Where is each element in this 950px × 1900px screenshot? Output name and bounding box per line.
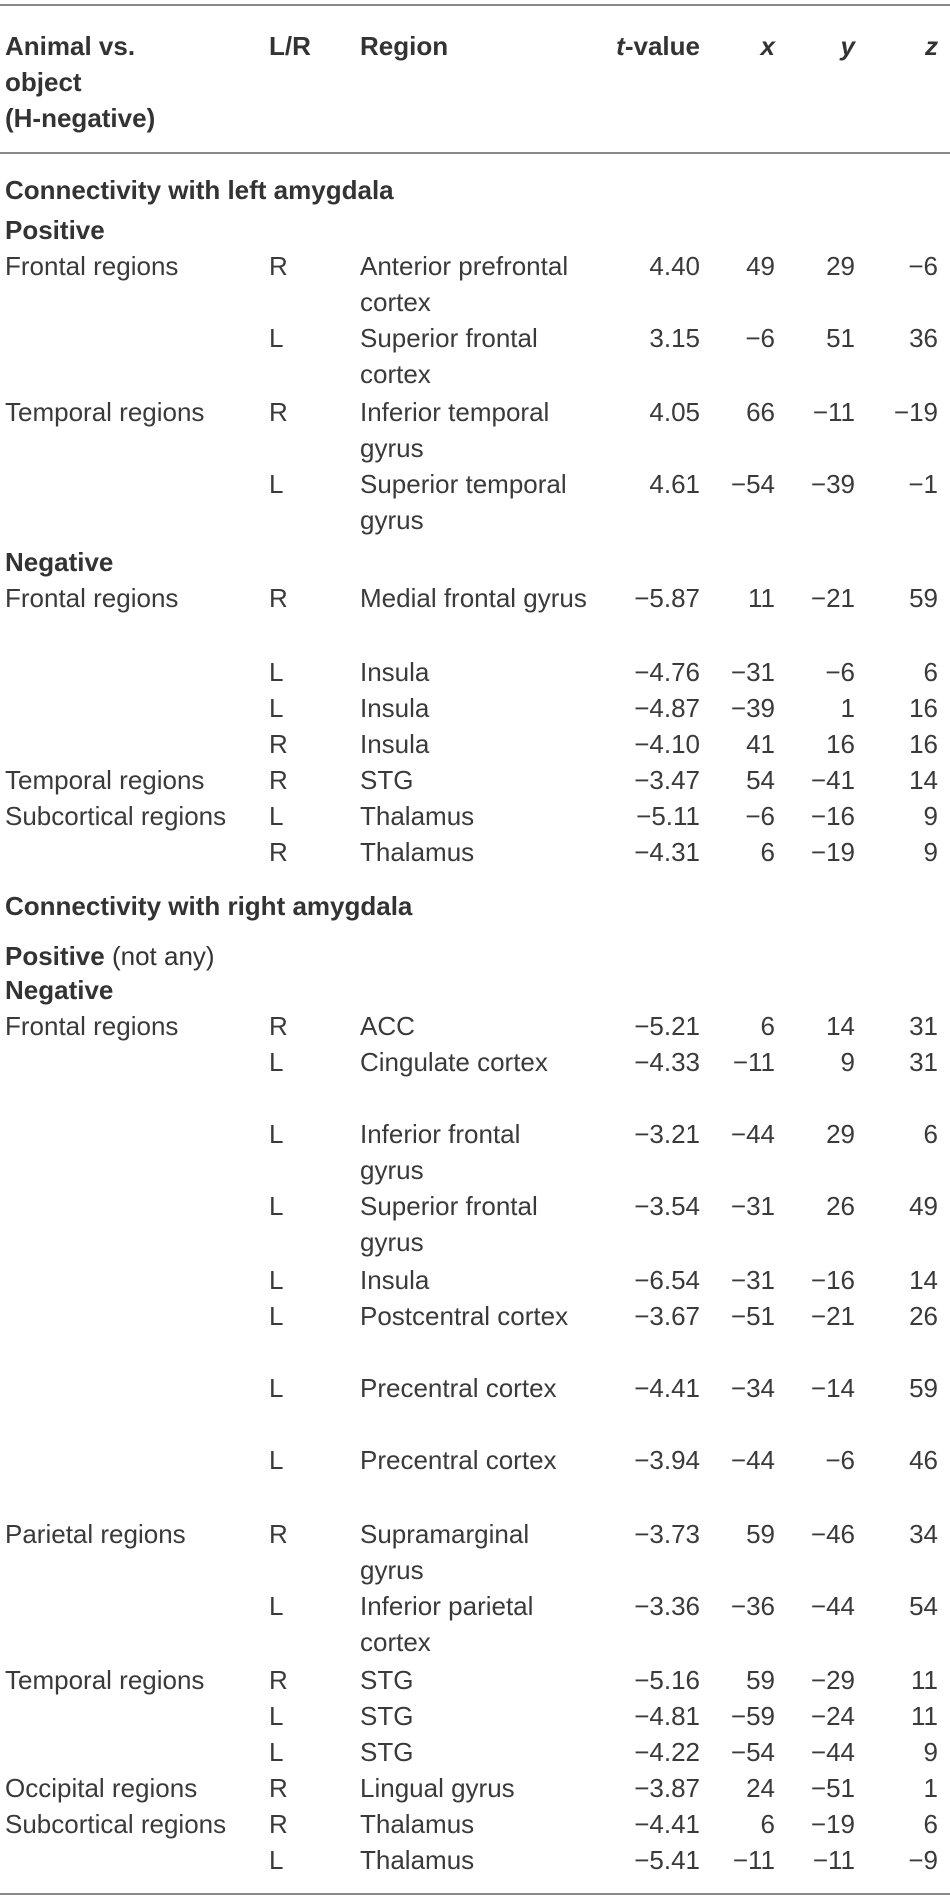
row-hemisphere: R xyxy=(269,729,288,759)
row-region: Precentral cortex xyxy=(360,1373,557,1403)
row-x: −39 xyxy=(730,693,775,723)
row-t-value: 4.61 xyxy=(649,469,700,499)
row-x: −31 xyxy=(730,1191,775,1221)
row-z: −19 xyxy=(893,397,938,427)
row-z: 31 xyxy=(909,1011,938,1041)
row-category: Temporal regions xyxy=(5,1665,205,1695)
row-hemisphere: L xyxy=(269,657,284,687)
row-y: 1 xyxy=(840,693,855,723)
row-region: STG xyxy=(360,1737,414,1767)
row-region: Inferior frontal gyrus xyxy=(360,1119,521,1185)
row-t-value: −4.22 xyxy=(634,1737,700,1767)
row-hemisphere: L xyxy=(269,1845,284,1875)
row-hemisphere: L xyxy=(269,1119,284,1149)
subsection-left-negative: Negative xyxy=(5,547,114,577)
row-y: −16 xyxy=(810,1265,855,1295)
row-t-value: −4.41 xyxy=(634,1809,700,1839)
row-t-value: −3.47 xyxy=(634,765,700,795)
row-y: −6 xyxy=(825,657,855,687)
row-y: −39 xyxy=(810,469,855,499)
row-t-value: −6.54 xyxy=(634,1265,700,1295)
row-region: Postcentral cortex xyxy=(360,1301,569,1331)
row-hemisphere: R xyxy=(269,583,288,613)
row-hemisphere: R xyxy=(269,837,288,867)
row-y: −16 xyxy=(810,801,855,831)
row-x: −11 xyxy=(732,1845,775,1875)
row-t-value: 4.40 xyxy=(649,251,700,281)
header-comparison-line1: Animal vs. xyxy=(5,31,136,61)
row-hemisphere: R xyxy=(269,1773,288,1803)
row-hemisphere: L xyxy=(269,1445,284,1475)
row-z: 16 xyxy=(909,693,938,723)
row-hemisphere: L xyxy=(269,1047,284,1077)
row-category: Subcortical regions xyxy=(5,801,227,831)
row-region: STG xyxy=(360,765,414,795)
header-z-label: z xyxy=(925,31,938,61)
row-t-value: −3.87 xyxy=(634,1773,700,1803)
row-x: 41 xyxy=(746,729,775,759)
row-y: −46 xyxy=(810,1519,855,1549)
subsection-right-positive-label: Positive xyxy=(5,941,105,971)
row-z: 9 xyxy=(923,1737,938,1767)
row-x: −59 xyxy=(730,1701,775,1731)
row-x: 11 xyxy=(748,583,775,613)
row-y: 29 xyxy=(826,251,855,281)
row-z: 9 xyxy=(923,801,938,831)
row-region: Anterior prefrontal cortex xyxy=(360,251,569,317)
row-z: −1 xyxy=(908,469,938,499)
row-z: 54 xyxy=(909,1591,938,1621)
row-y: 26 xyxy=(826,1191,855,1221)
row-region: Thalamus xyxy=(360,1809,475,1839)
row-y: 16 xyxy=(826,729,855,759)
row-t-value: −5.16 xyxy=(634,1665,700,1695)
table-bottom-rule xyxy=(0,1893,950,1895)
row-t-value: −3.36 xyxy=(634,1591,700,1621)
section-right-amygdala: Connectivity with right amygdala xyxy=(5,891,413,921)
row-x: −31 xyxy=(730,1265,775,1295)
row-category: Parietal regions xyxy=(5,1519,186,1549)
row-category: Temporal regions xyxy=(5,765,205,795)
row-y: −24 xyxy=(810,1701,855,1731)
header-y xyxy=(841,28,855,64)
row-y: −21 xyxy=(810,583,855,613)
row-t-value: −4.41 xyxy=(634,1373,700,1403)
header-bottom-rule xyxy=(0,152,950,154)
row-t-value: 3.15 xyxy=(649,323,700,353)
header-t-italic: t xyxy=(616,31,625,61)
row-z: 6 xyxy=(923,1119,938,1149)
row-x: 59 xyxy=(746,1519,775,1549)
subsection-left-positive: Positive xyxy=(5,215,105,245)
row-z: 16 xyxy=(909,729,938,759)
row-z: 26 xyxy=(909,1301,938,1331)
header-x-label: x xyxy=(760,31,775,61)
row-y: −41 xyxy=(810,765,855,795)
header-comparison xyxy=(5,28,155,136)
row-y: −11 xyxy=(812,1845,855,1875)
row-t-value: −3.94 xyxy=(634,1445,700,1475)
row-y: 9 xyxy=(840,1047,855,1077)
row-region: STG xyxy=(360,1701,414,1731)
row-t-value: −5.11 xyxy=(636,801,700,831)
header-t-rest: -value xyxy=(624,31,700,61)
row-category: Frontal regions xyxy=(5,583,179,613)
row-hemisphere: R xyxy=(269,1011,288,1041)
row-hemisphere: L xyxy=(269,1373,284,1403)
row-hemisphere: L xyxy=(269,1591,284,1621)
row-z: 59 xyxy=(909,1373,938,1403)
row-hemisphere: R xyxy=(269,1665,288,1695)
row-x: −44 xyxy=(730,1119,775,1149)
row-t-value: −4.33 xyxy=(634,1047,700,1077)
row-x: 6 xyxy=(760,1011,775,1041)
row-y: −19 xyxy=(810,1809,855,1839)
row-hemisphere: L xyxy=(269,1737,284,1767)
row-x: −6 xyxy=(745,323,775,353)
row-t-value: −3.21 xyxy=(634,1119,700,1149)
row-z: −6 xyxy=(908,251,938,281)
row-region: Thalamus xyxy=(360,837,475,867)
header-x xyxy=(761,28,775,64)
row-y: −21 xyxy=(810,1301,855,1331)
row-y: −11 xyxy=(812,397,855,427)
row-y: −44 xyxy=(810,1591,855,1621)
row-region: Precentral cortex xyxy=(360,1445,557,1475)
row-region: Inferior temporal gyrus xyxy=(360,397,550,463)
row-y: −14 xyxy=(810,1373,855,1403)
row-x: −54 xyxy=(730,469,775,499)
header-comparison-line3: (H-negative) xyxy=(5,103,156,133)
table-top-rule xyxy=(0,4,950,6)
row-z: 36 xyxy=(909,323,938,353)
row-t-value: −4.31 xyxy=(634,837,700,867)
row-region: Supramarginal gyrus xyxy=(360,1519,530,1585)
row-y: −6 xyxy=(825,1445,855,1475)
row-z: 31 xyxy=(909,1047,938,1077)
section-left-amygdala: Connectivity with left amygdala xyxy=(5,175,394,205)
row-region: Insula xyxy=(360,693,430,723)
row-region: STG xyxy=(360,1665,414,1695)
header-region: Region xyxy=(360,31,449,61)
subsection-right-negative: Negative xyxy=(5,975,114,1005)
row-x: −6 xyxy=(745,801,775,831)
row-y: 14 xyxy=(826,1011,855,1041)
row-x: 49 xyxy=(746,251,775,281)
row-x: 66 xyxy=(746,397,775,427)
row-hemisphere: R xyxy=(269,765,288,795)
row-y: −44 xyxy=(810,1737,855,1767)
row-t-value: −5.41 xyxy=(634,1845,700,1875)
row-z: 11 xyxy=(911,1665,938,1695)
row-hemisphere: R xyxy=(269,1519,288,1549)
row-region: Inferior parietal cortex xyxy=(360,1591,534,1657)
row-category: Temporal regions xyxy=(5,397,205,427)
header-comparison-line2: object xyxy=(5,67,82,97)
row-y: −19 xyxy=(810,837,855,867)
row-z: 34 xyxy=(909,1519,938,1549)
row-z: 1 xyxy=(923,1773,938,1803)
row-region: Cingulate cortex xyxy=(360,1047,548,1077)
row-category: Occipital regions xyxy=(5,1773,198,1803)
row-hemisphere: L xyxy=(269,1191,284,1221)
row-x: 59 xyxy=(746,1665,775,1695)
row-x: −31 xyxy=(730,657,775,687)
subsection-right-positive xyxy=(5,938,215,974)
row-x: 54 xyxy=(746,765,775,795)
row-region: ACC xyxy=(360,1011,415,1041)
row-hemisphere: R xyxy=(269,251,288,281)
row-t-value: −4.10 xyxy=(634,729,700,759)
row-t-value: −5.21 xyxy=(634,1011,700,1041)
row-hemisphere: L xyxy=(269,1701,284,1731)
row-x: −44 xyxy=(730,1445,775,1475)
row-x: −34 xyxy=(730,1373,775,1403)
row-region: Medial frontal gyrus xyxy=(360,583,587,613)
row-t-value: −4.76 xyxy=(634,657,700,687)
row-region: Superior frontal cortex xyxy=(360,323,538,389)
row-region: Superior frontal gyrus xyxy=(360,1191,538,1257)
row-z: 11 xyxy=(911,1701,938,1731)
row-t-value: −3.54 xyxy=(634,1191,700,1221)
row-hemisphere: L xyxy=(269,693,284,723)
row-hemisphere: L xyxy=(269,1265,284,1295)
row-category: Frontal regions xyxy=(5,1011,179,1041)
row-y: 51 xyxy=(826,323,855,353)
row-region: Thalamus xyxy=(360,801,475,831)
row-z: 14 xyxy=(909,1265,938,1295)
row-region: Insula xyxy=(360,729,430,759)
row-hemisphere: L xyxy=(269,323,284,353)
row-z: −9 xyxy=(908,1845,938,1875)
row-z: 14 xyxy=(909,765,938,795)
row-region: Lingual gyrus xyxy=(360,1773,515,1803)
row-y: 29 xyxy=(826,1119,855,1149)
row-region: Thalamus xyxy=(360,1845,475,1875)
row-t-value: −5.87 xyxy=(634,583,700,613)
subsection-right-positive-note: (not any) xyxy=(111,941,215,971)
row-t-value: −4.87 xyxy=(634,693,700,723)
row-z: 59 xyxy=(909,583,938,613)
row-x: −54 xyxy=(730,1737,775,1767)
row-y: −29 xyxy=(810,1665,855,1695)
row-t-value: 4.05 xyxy=(649,397,700,427)
row-z: 49 xyxy=(909,1191,938,1221)
row-z: 9 xyxy=(923,837,938,867)
row-x: 6 xyxy=(760,837,775,867)
row-x: −36 xyxy=(730,1591,775,1621)
row-y: −51 xyxy=(810,1773,855,1803)
row-x: −51 xyxy=(730,1301,775,1331)
header-t-value xyxy=(616,28,700,64)
row-hemisphere: R xyxy=(269,397,288,427)
row-hemisphere: L xyxy=(269,1301,284,1331)
row-z: 6 xyxy=(923,657,938,687)
row-x: −11 xyxy=(732,1047,775,1077)
row-x: 6 xyxy=(760,1809,775,1839)
row-z: 6 xyxy=(923,1809,938,1839)
header-lr: L/R xyxy=(269,31,311,61)
header-z xyxy=(925,28,938,64)
header-y-label: y xyxy=(840,31,855,61)
row-t-value: −4.81 xyxy=(634,1701,700,1731)
row-z: 46 xyxy=(909,1445,938,1475)
row-region: Superior temporal gyrus xyxy=(360,469,567,535)
row-t-value: −3.67 xyxy=(634,1301,700,1331)
row-hemisphere: L xyxy=(269,801,284,831)
row-t-value: −3.73 xyxy=(634,1519,700,1549)
row-region: Insula xyxy=(360,657,430,687)
row-category: Subcortical regions xyxy=(5,1809,227,1839)
row-hemisphere: L xyxy=(269,469,284,499)
row-category: Frontal regions xyxy=(5,251,179,281)
row-x: 24 xyxy=(746,1773,775,1803)
row-hemisphere: R xyxy=(269,1809,288,1839)
row-region: Insula xyxy=(360,1265,430,1295)
